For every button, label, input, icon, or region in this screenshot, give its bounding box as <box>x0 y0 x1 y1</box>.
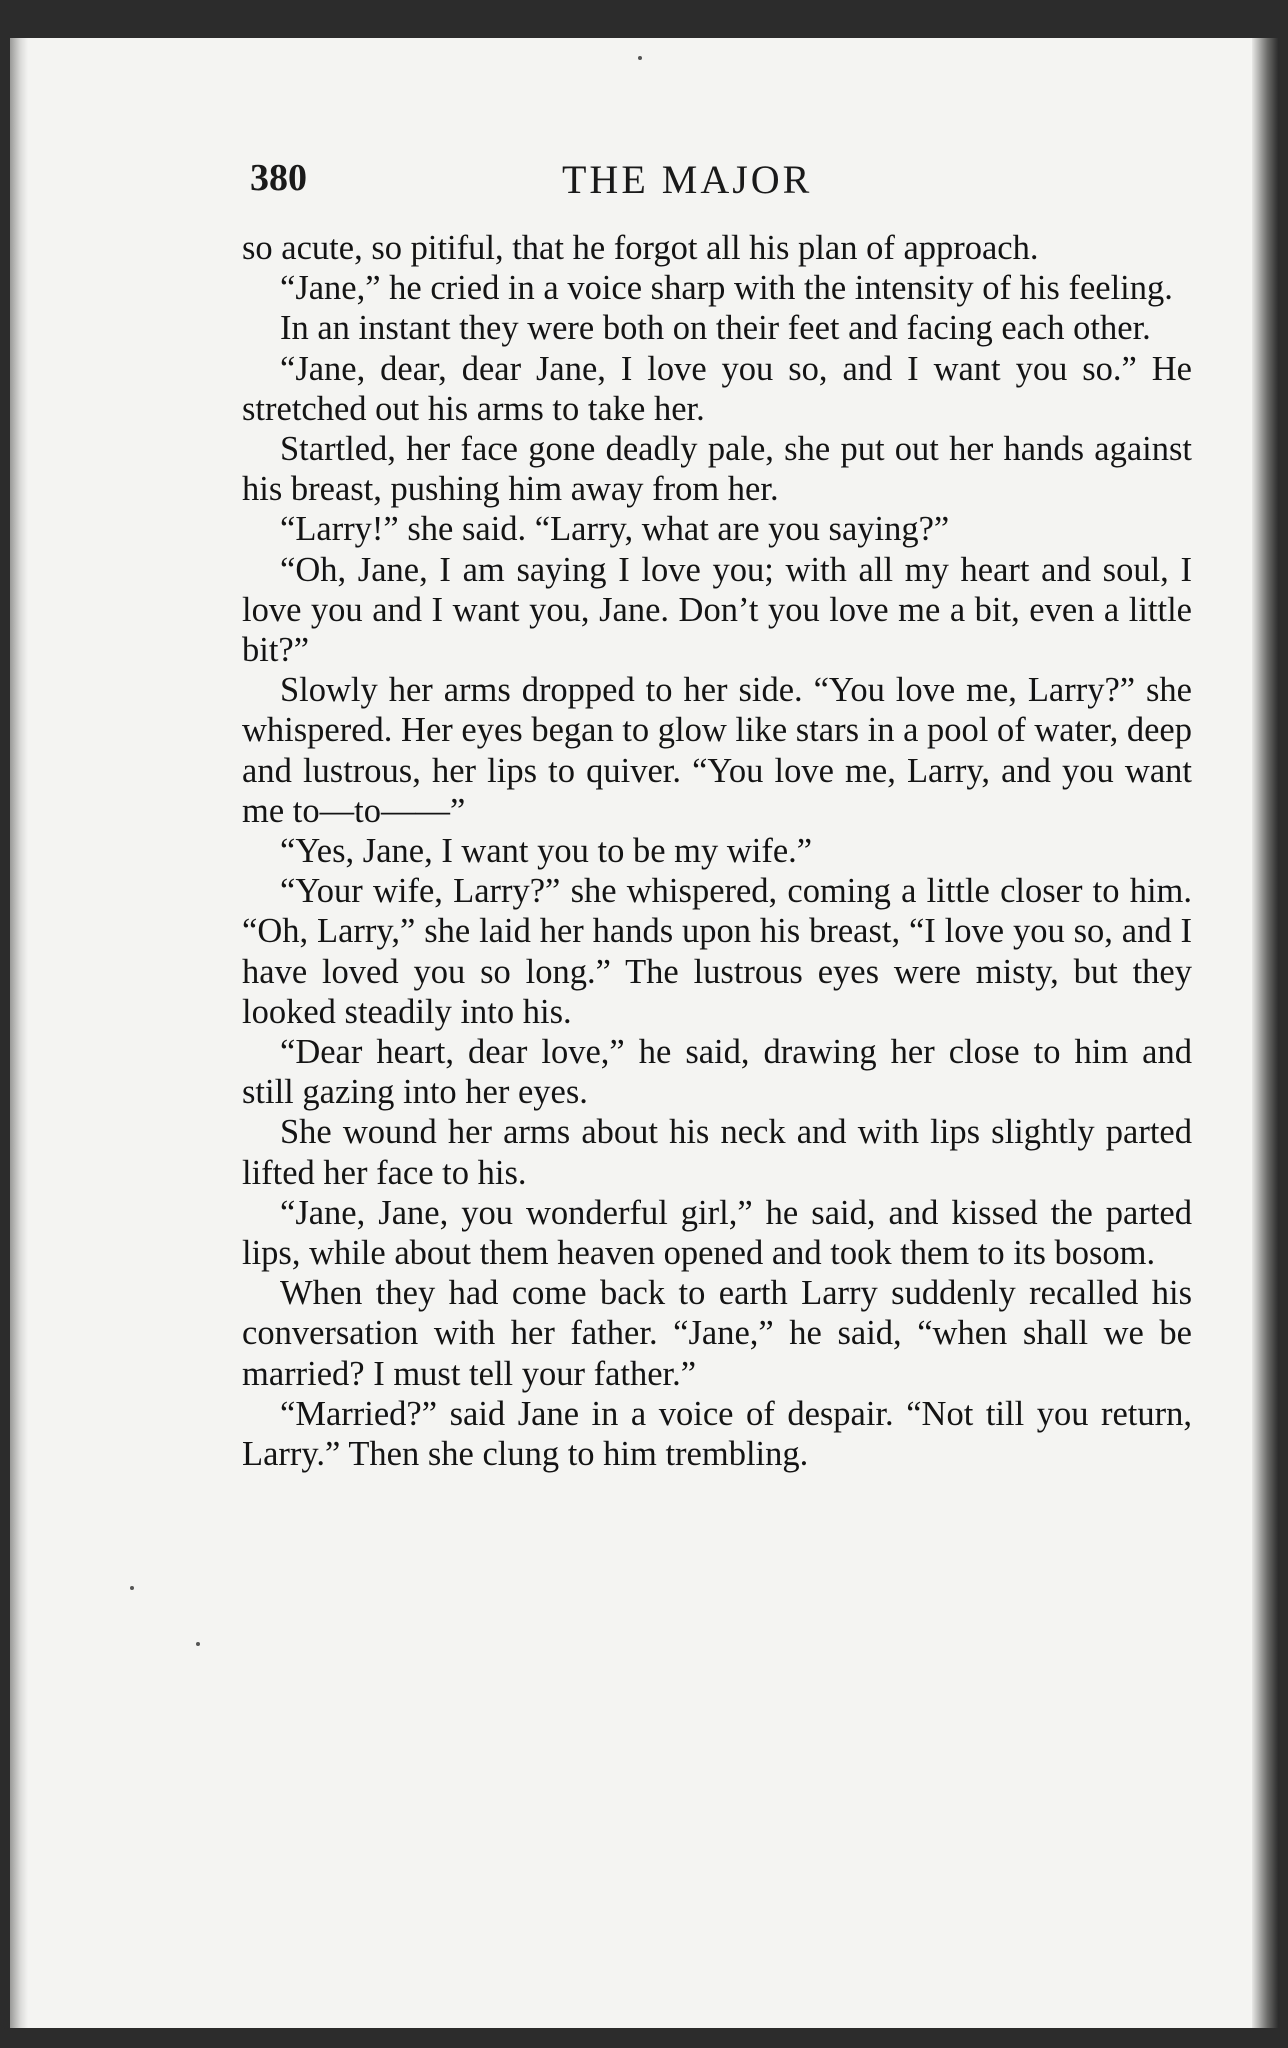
paragraph: “Dear heart, dear love,” he said, drawing her close to him and still gazing into her eyes. <box>242 1033 1192 1112</box>
page-right-shadow <box>1252 38 1278 2028</box>
running-title: THE MAJOR <box>562 157 813 202</box>
paragraph: “Jane, Jane, you wonderful girl,” he said, and kissed the parted lips, while about them heaven opened and took them to its bosom. <box>242 1193 1192 1273</box>
paragraph: She wound her arms about his neck and with lips slightly parted lifted her face to his. <box>242 1113 1192 1192</box>
paragraph: “Your wife, Larry?” she whispered, coming a little closer to him. “Oh, Larry,” she laid her hands upon his breast, “I love you so, and I have loved you so long.” The lustrous eyes were misty, but they looked steadily into his. <box>242 872 1192 1031</box>
scan-speck <box>130 1586 134 1590</box>
paragraph: “Larry!” she said. “Larry, what are you saying?” <box>280 510 950 549</box>
scan-speck <box>638 56 642 60</box>
page-number: 380 <box>250 157 307 199</box>
paragraph: “Jane,” he cried in a voice sharp with the intensity of his feeling. <box>280 269 1173 308</box>
page-binding-edge <box>10 38 28 2028</box>
paragraph: so acute, so pitiful, that he forgot all his plan of approach. <box>242 229 1039 267</box>
book-page <box>10 38 1278 2028</box>
paragraph: In an instant they were both on their feet and facing each other. <box>280 309 1151 348</box>
paragraph: “Jane, dear, dear Jane, I love you so, and I want you so.” He stretched out his arms to take her. <box>242 349 1192 428</box>
paragraph: When they had come back to earth Larry suddenly recalled his conversation with her father. “Jane,” he said, “when shall we be married? I must tell your father.” <box>242 1274 1192 1393</box>
paragraph: “Yes, Jane, I want you to be my wife.” <box>280 832 813 871</box>
page-header <box>250 156 1190 226</box>
body-text <box>242 228 1192 1474</box>
paragraph: “Oh, Jane, I am saying I love you; with all my heart and soul, I love you and I want you, Jane. Don’t you love me a bit, even a little bit?” <box>242 550 1192 670</box>
scan-speck <box>196 1642 200 1646</box>
paragraph: “Married?” said Jane in a voice of despair. “Not till you return, Larry.” Then she clung to him trembling. <box>242 1394 1192 1474</box>
paragraph: Slowly her arms dropped to her side. “You love me, Larry?” she whispered. Her eyes began to glow like stars in a pool of water, deep and lustrous, her lips to quiver. “You love me, Larry, and you want me to—to——” <box>242 671 1192 830</box>
paragraph: Startled, her face gone deadly pale, she put out her hands against his breast, pushing him away from her. <box>242 430 1192 509</box>
